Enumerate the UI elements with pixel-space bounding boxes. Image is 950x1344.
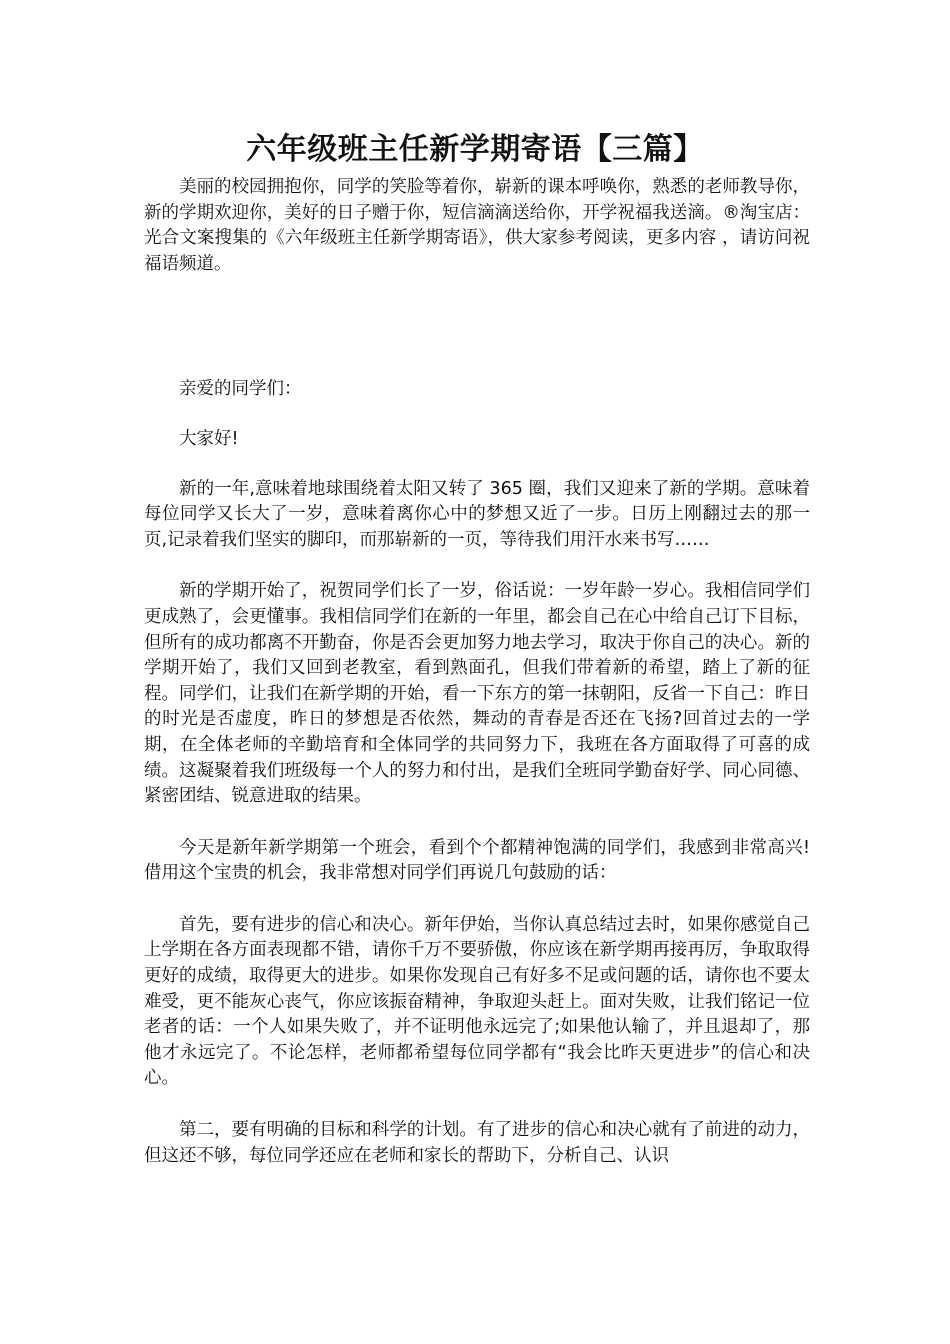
greeting: 大家好! <box>179 428 239 449</box>
salutation: 亲爱的同学们： <box>179 379 302 400</box>
body-paragraph-4: 首先，要有进步的信心和决心。新年伊始，当你认真总结过去时，如果你感觉自己上学期在各方面表现都不错，请你千万不要骄傲，你应该在新学期再接再厉，争取取得更好的成绩，取得更大的进步。如果你发现自己有好多不足或问题的话，请你也不要太难受，更不能灰心丧气，你应该振奋精神，争取迎头赶上。面对失败，让我们铭记一位老者的话：一个人如果失败了，并不证明他永远完了;如果他认输了，并且退却了，那他才永远完了。不论怎样，老师都希望每位同学都有“我会比昨天更进步”的信心和决心。 <box>144 914 810 1089</box>
document-title: 六年级班主任新学期寄语【三篇】 <box>246 132 704 167</box>
body-paragraph-1: 新的一年,意味着地球围绕着太阳又转了 365 圈，我们又迎来了新的学期。意味着每位同学又长大了一岁，意味着离你心中的梦想又近了一步。日历上刚翻过去的那一页,记录着我们坚实的脚印，而那崭新的一页，等待我们用汗水来书写…… <box>144 478 810 550</box>
body-paragraph-3: 今天是新年新学期第一个班会，看到个个都精神饱满的同学们，我感到非常高兴!借用这个宝贵的机会，我非常想对同学们再说几句鼓励的话： <box>144 837 810 884</box>
body-paragraph-2: 新的学期开始了，祝贺同学们长了一岁，俗话说：一岁年龄一岁心。我相信同学们更成熟了，会更懂事。我相信同学们在新的一年里，都会自己在心中给自己订下目标，但所有的成功都离不开勤奋，你是否会更加努力地去学习，取决于你自己的决心。新的学期开始了，我们又回到老教室，看到熟面孔，但我们带着新的希望，踏上了新的征程。同学们，让我们在新学期的开始，看一下东方的第一抹朝阳，反省一下自己：昨日的时光是否虚度，昨日的梦想是否依然，舞动的青春是否还在飞扬?回首过去的一学期，在全体老师的辛勤培育和全体同学的共同努力下，我班在各方面取得了可喜的成绩。这凝聚着我们班级每一个人的努力和付出，是我们全班同学勤奋好学、同心同德、紧密团结、锐意进取的结果。 <box>144 581 810 807</box>
intro-paragraph: 美丽的校园拥抱你，同学的笑脸等着你，崭新的课本呼唤你，熟悉的老师教导你，新的学期欢迎你，美好的日子赠于你，短信滴滴送给你，开学祝福我送滴。®淘宝店：光合文案搜集的《六年级班主任新学期寄语》，供大家参考阅读，更多内容 ，请访问祝福语频道。 <box>144 177 810 274</box>
body-paragraph-5: 第二，要有明确的目标和科学的计划。有了进步的信心和决心就有了前进的动力，但这还不够，每位同学还应在老师和家长的帮助下，分析自己、认识 <box>144 1120 810 1166</box>
document-body <box>144 175 810 1195</box>
